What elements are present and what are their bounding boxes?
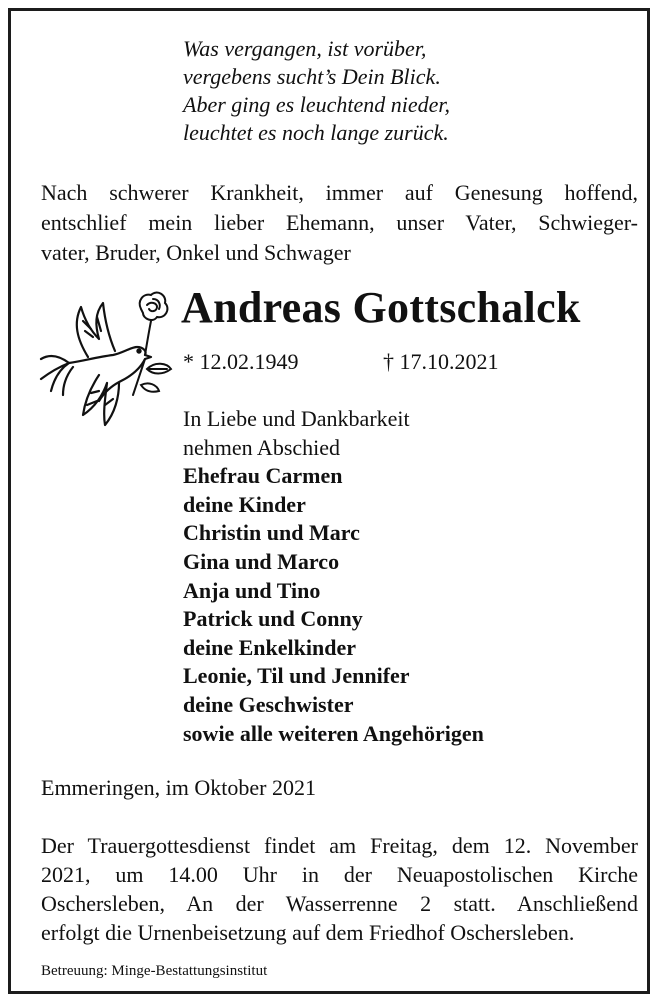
intro-line: Nach schwerer Krankheit, immer auf Genesung hoffend,	[41, 180, 638, 205]
funeral-service-text	[41, 831, 638, 947]
service-line: Der Trauergottesdienst findet am Freitag, dem 12. November	[41, 833, 638, 858]
poem-line: vergebens sucht’s Dein Blick.	[183, 64, 441, 89]
death-date: † 17.10.2021	[383, 349, 499, 374]
mourner-line: Ehefrau Carmen	[183, 463, 343, 489]
deceased-name: Andreas Gottschalck	[181, 283, 581, 332]
mourner-line: Patrick und Conny	[183, 606, 363, 632]
intro-line: vater, Bruder, Onkel und Schwager	[41, 240, 351, 265]
poem-line: leuchtet es noch lange zurück.	[183, 120, 449, 145]
poem-line: Was vergangen, ist vorüber,	[183, 36, 427, 61]
poem	[183, 35, 450, 147]
mourner-line: Christin und Marc	[183, 520, 360, 546]
mourner-line: nehmen Abschied	[183, 434, 341, 460]
place-and-date: Emmeringen, im Oktober 2021	[41, 775, 316, 800]
mourner-line: Leonie, Til und Jennifer	[183, 663, 410, 689]
intro-line: entschlief mein lieber Ehemann, unser Vater, Schwieger-	[41, 210, 638, 235]
obituary-frame	[8, 8, 650, 994]
mourner-line: deine Kinder	[183, 491, 306, 517]
mourner-line: sowie alle weiteren Angehörigen	[183, 720, 484, 746]
dove-with-rose-icon	[33, 287, 173, 437]
mourner-line: In Liebe und Dankbarkeit	[183, 406, 410, 431]
funeral-home-credit: Betreuung: Minge-Bestattungsinstitut	[41, 963, 268, 979]
mourner-line: deine Enkelkinder	[183, 634, 356, 660]
birth-date: * 12.02.1949	[183, 349, 299, 374]
service-line: Oschersleben, An der Wasserrenne 2 statt. Anschließend	[41, 891, 638, 916]
intro-text	[41, 178, 638, 268]
mourner-line: Anja und Tino	[183, 577, 321, 603]
poem-line: Aber ging es leuchtend nieder,	[183, 92, 450, 117]
mourners-list	[183, 405, 484, 748]
mourner-line: Gina und Marco	[183, 548, 340, 574]
service-line: 2021, um 14.00 Uhr in der Neuapostolischen Kirche	[41, 862, 638, 887]
mourner-line: deine Geschwister	[183, 691, 354, 717]
service-line: erfolgt die Urnenbeisetzung auf dem Friedhof Oschersleben.	[41, 920, 575, 945]
